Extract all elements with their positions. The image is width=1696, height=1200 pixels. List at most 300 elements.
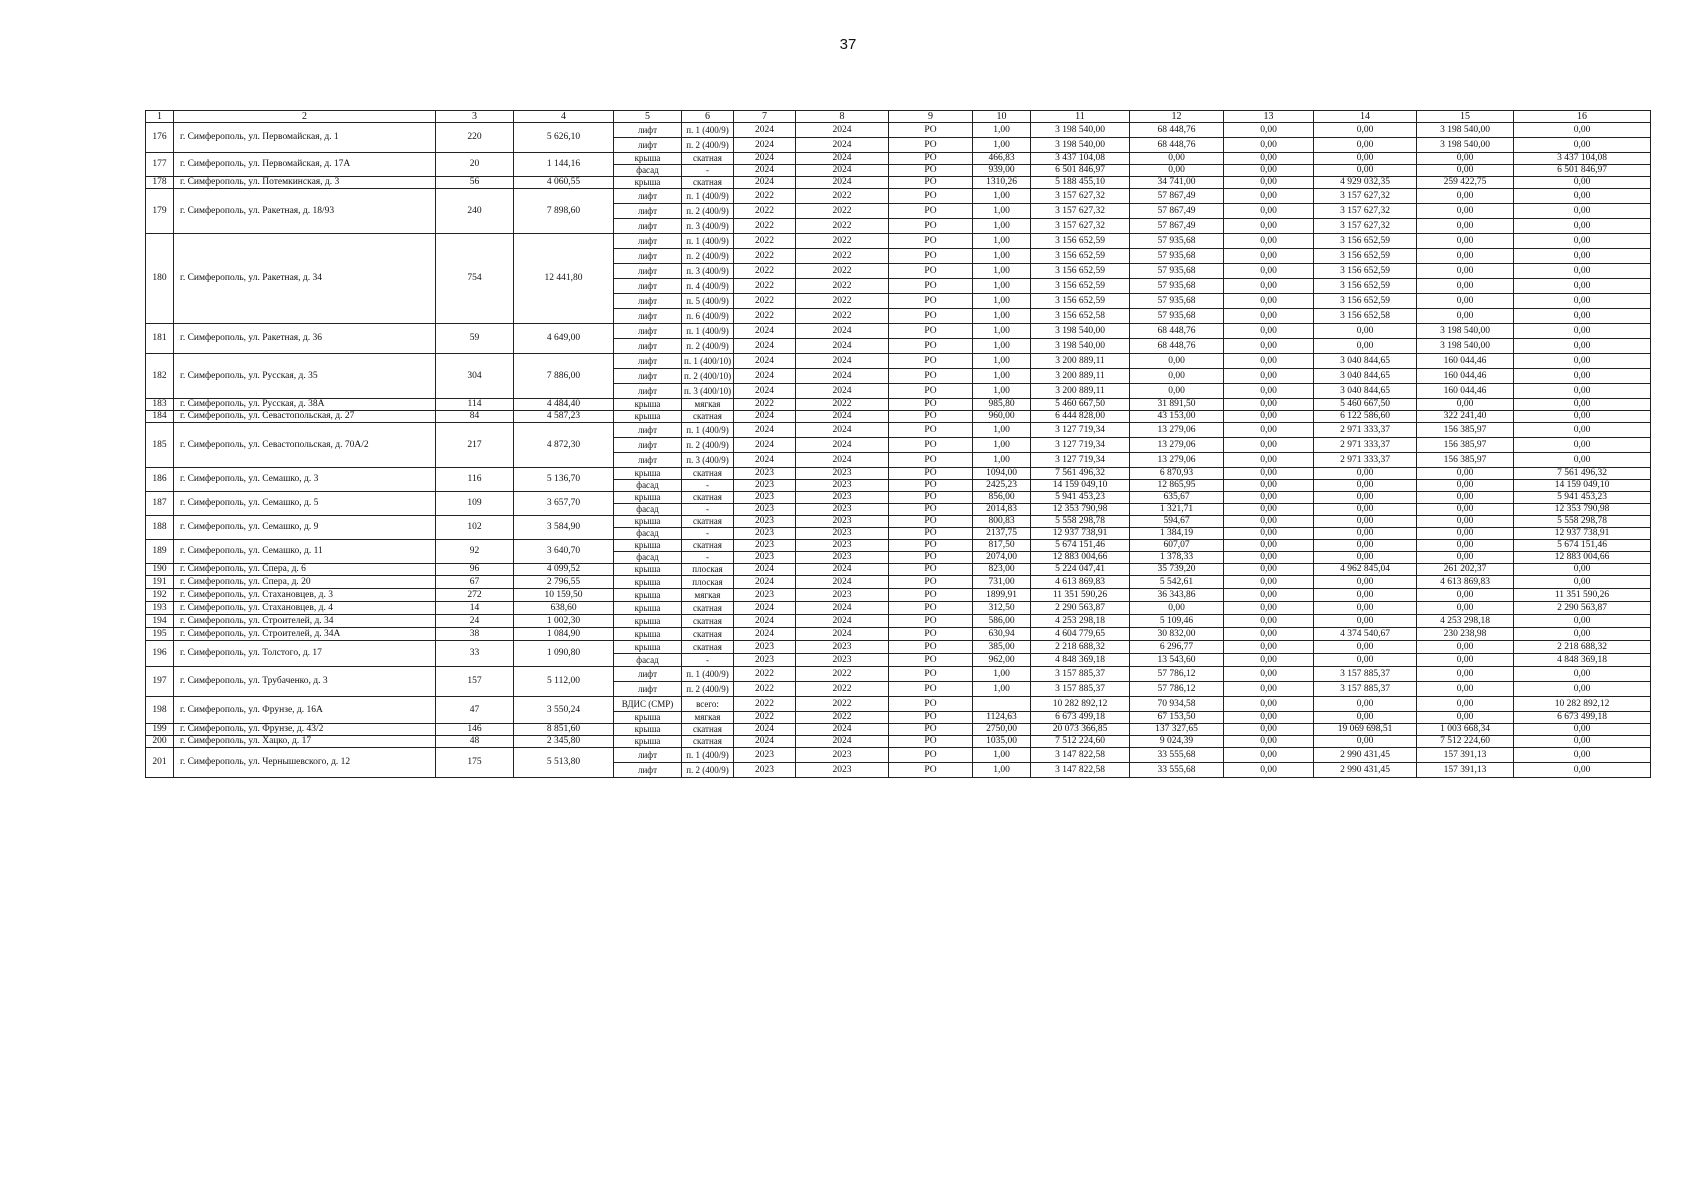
cell-col-13: 0,00 xyxy=(1224,602,1314,615)
cell-col-12: 36 343,86 xyxy=(1130,589,1224,602)
cell-col-5: крыша xyxy=(614,540,682,552)
cell-col-16: 0,00 xyxy=(1514,204,1651,219)
cell-col-12: 594,67 xyxy=(1130,516,1224,528)
cell-col-15: 160 044,46 xyxy=(1417,354,1514,369)
cell-col-10: 1,00 xyxy=(973,279,1031,294)
cell-col-12: 57 786,12 xyxy=(1130,682,1224,697)
cell-col-5: крыша xyxy=(614,492,682,504)
cell-col-11: 3 156 652,59 xyxy=(1031,234,1130,249)
cell-col-10: 1,00 xyxy=(973,294,1031,309)
cell-col-11: 3 157 627,32 xyxy=(1031,219,1130,234)
cell-col-15: 0,00 xyxy=(1417,279,1514,294)
cell-col-10: 1,00 xyxy=(973,123,1031,138)
cell-col-10: 1,00 xyxy=(973,309,1031,324)
area-cell: 4 872,30 xyxy=(514,423,614,468)
cell-col-12: 57 786,12 xyxy=(1130,667,1224,682)
address-cell: г. Симферополь, ул. Русская, д. 38А xyxy=(174,399,436,411)
apartments-cell: 56 xyxy=(436,177,514,189)
cell-col-7: 2022 xyxy=(734,189,796,204)
cell-col-5: фасад xyxy=(614,480,682,492)
cell-col-12: 31 891,50 xyxy=(1130,399,1224,411)
area-cell: 3 640,70 xyxy=(514,540,614,564)
cell-col-9: РО xyxy=(889,628,973,641)
cell-col-16: 0,00 xyxy=(1514,453,1651,468)
cell-col-14: 0,00 xyxy=(1314,339,1417,354)
cell-col-8: 2024 xyxy=(796,724,889,736)
cell-col-15: 230 238,98 xyxy=(1417,628,1514,641)
cell-col-8: 2023 xyxy=(796,528,889,540)
cell-col-5: лифт xyxy=(614,249,682,264)
apartments-cell: 96 xyxy=(436,564,514,576)
area-cell: 1 090,80 xyxy=(514,641,614,667)
cell-col-15: 157 391,13 xyxy=(1417,748,1514,763)
cell-col-13: 0,00 xyxy=(1224,138,1314,153)
cell-col-7: 2024 xyxy=(734,165,796,177)
cell-col-5: лифт xyxy=(614,264,682,279)
cell-col-10: 960,00 xyxy=(973,411,1031,423)
cell-col-13: 0,00 xyxy=(1224,480,1314,492)
cell-col-5: лифт xyxy=(614,138,682,153)
cell-col-15: 0,00 xyxy=(1417,492,1514,504)
area-cell: 5 112,00 xyxy=(514,667,614,697)
cell-col-9: РО xyxy=(889,189,973,204)
cell-col-11: 3 157 627,32 xyxy=(1031,189,1130,204)
cell-col-13: 0,00 xyxy=(1224,682,1314,697)
table-row xyxy=(146,667,1651,682)
cell-col-8: 2024 xyxy=(796,628,889,641)
cell-col-7: 2024 xyxy=(734,724,796,736)
row-number-cell: 181 xyxy=(146,324,174,354)
cell-col-7: 2023 xyxy=(734,641,796,654)
cell-col-13: 0,00 xyxy=(1224,249,1314,264)
cell-col-7: 2024 xyxy=(734,453,796,468)
cell-col-14: 19 069 698,51 xyxy=(1314,724,1417,736)
column-header-5: 5 xyxy=(614,111,682,123)
cell-col-10: 1,00 xyxy=(973,438,1031,453)
cell-col-16: 0,00 xyxy=(1514,189,1651,204)
cell-col-6: п. 3 (400/9) xyxy=(682,453,734,468)
row-number-cell: 183 xyxy=(146,399,174,411)
apartments-cell: 14 xyxy=(436,602,514,615)
cell-col-15: 0,00 xyxy=(1417,712,1514,724)
cell-col-15: 0,00 xyxy=(1417,153,1514,165)
cell-col-6: скатная xyxy=(682,540,734,552)
cell-col-8: 2024 xyxy=(796,339,889,354)
cell-col-5: лифт xyxy=(614,369,682,384)
cell-col-14: 0,00 xyxy=(1314,138,1417,153)
cell-col-16: 0,00 xyxy=(1514,294,1651,309)
cell-col-12: 57 935,68 xyxy=(1130,279,1224,294)
cell-col-11: 3 127 719,34 xyxy=(1031,423,1130,438)
cell-col-6: п. 3 (400/9) xyxy=(682,264,734,279)
table-header xyxy=(146,111,1651,123)
cell-col-15: 3 198 540,00 xyxy=(1417,138,1514,153)
cell-col-13: 0,00 xyxy=(1224,552,1314,564)
cell-col-10: 1,00 xyxy=(973,249,1031,264)
cell-col-16: 0,00 xyxy=(1514,339,1651,354)
cell-col-11: 3 156 652,58 xyxy=(1031,309,1130,324)
apartments-cell: 240 xyxy=(436,189,514,234)
cell-col-15: 0,00 xyxy=(1417,309,1514,324)
cell-col-14: 3 157 627,32 xyxy=(1314,189,1417,204)
cell-col-12: 57 867,49 xyxy=(1130,219,1224,234)
cell-col-8: 2022 xyxy=(796,309,889,324)
cell-col-6: п. 1 (400/9) xyxy=(682,748,734,763)
cell-col-12: 1 321,71 xyxy=(1130,504,1224,516)
row-number-cell: 201 xyxy=(146,748,174,778)
cell-col-15: 0,00 xyxy=(1417,165,1514,177)
cell-col-7: 2024 xyxy=(734,423,796,438)
cell-col-13: 0,00 xyxy=(1224,384,1314,399)
apartments-cell: 116 xyxy=(436,468,514,492)
cell-col-7: 2022 xyxy=(734,234,796,249)
cell-col-5: крыша xyxy=(614,724,682,736)
address-cell: г. Симферополь, ул. Ракетная, д. 18/93 xyxy=(174,189,436,234)
cell-col-16: 0,00 xyxy=(1514,249,1651,264)
cell-col-15: 0,00 xyxy=(1417,552,1514,564)
cell-col-10: 1,00 xyxy=(973,339,1031,354)
table-row xyxy=(146,177,1651,189)
cell-col-11: 12 353 790,98 xyxy=(1031,504,1130,516)
cell-col-16: 0,00 xyxy=(1514,724,1651,736)
cell-col-15: 0,00 xyxy=(1417,641,1514,654)
cell-col-12: 6 296,77 xyxy=(1130,641,1224,654)
cell-col-14: 3 156 652,59 xyxy=(1314,249,1417,264)
cell-col-15: 0,00 xyxy=(1417,602,1514,615)
cell-col-6: - xyxy=(682,552,734,564)
cell-col-5: лифт xyxy=(614,384,682,399)
cell-col-14: 3 156 652,58 xyxy=(1314,309,1417,324)
cell-col-10 xyxy=(973,697,1031,712)
cell-col-10: 1,00 xyxy=(973,264,1031,279)
table-row xyxy=(146,615,1651,628)
cell-col-11: 3 437 104,08 xyxy=(1031,153,1130,165)
cell-col-12: 68 448,76 xyxy=(1130,339,1224,354)
cell-col-7: 2024 xyxy=(734,411,796,423)
cell-col-6: п. 3 (400/10) xyxy=(682,384,734,399)
cell-col-9: РО xyxy=(889,528,973,540)
cell-col-8: 2022 xyxy=(796,189,889,204)
table-row xyxy=(146,411,1651,423)
apartments-cell: 24 xyxy=(436,615,514,628)
cell-col-8: 2024 xyxy=(796,369,889,384)
cell-col-10: 385,00 xyxy=(973,641,1031,654)
table-row xyxy=(146,736,1651,748)
apartments-cell: 157 xyxy=(436,667,514,697)
cell-col-11: 3 127 719,34 xyxy=(1031,438,1130,453)
column-header-11: 11 xyxy=(1031,111,1130,123)
cell-col-7: 2022 xyxy=(734,204,796,219)
cell-col-13: 0,00 xyxy=(1224,153,1314,165)
cell-col-15: 0,00 xyxy=(1417,682,1514,697)
cell-col-5: фасад xyxy=(614,654,682,667)
address-cell: г. Симферополь, ул. Севастопольская, д. 70А/2 xyxy=(174,423,436,468)
cell-col-15: 0,00 xyxy=(1417,204,1514,219)
cell-col-12: 57 935,68 xyxy=(1130,264,1224,279)
cell-col-5: лифт xyxy=(614,339,682,354)
area-cell: 2 345,80 xyxy=(514,736,614,748)
cell-col-16: 0,00 xyxy=(1514,234,1651,249)
cell-col-7: 2024 xyxy=(734,138,796,153)
row-number-cell: 195 xyxy=(146,628,174,641)
cell-col-5: лифт xyxy=(614,423,682,438)
cell-col-9: РО xyxy=(889,123,973,138)
cell-col-8: 2024 xyxy=(796,564,889,576)
cell-col-13: 0,00 xyxy=(1224,189,1314,204)
cell-col-16: 12 937 738,91 xyxy=(1514,528,1651,540)
cell-col-11: 3 157 627,32 xyxy=(1031,204,1130,219)
cell-col-16: 0,00 xyxy=(1514,667,1651,682)
cell-col-14: 2 971 333,37 xyxy=(1314,423,1417,438)
cell-col-13: 0,00 xyxy=(1224,324,1314,339)
cell-col-8: 2024 xyxy=(796,411,889,423)
cell-col-8: 2023 xyxy=(796,540,889,552)
cell-col-6: - xyxy=(682,528,734,540)
cell-col-6: мягкая xyxy=(682,589,734,602)
cell-col-5: лифт xyxy=(614,682,682,697)
cell-col-9: РО xyxy=(889,492,973,504)
cell-col-16: 0,00 xyxy=(1514,399,1651,411)
cell-col-15: 3 198 540,00 xyxy=(1417,324,1514,339)
cell-col-10: 1,00 xyxy=(973,324,1031,339)
cell-col-13: 0,00 xyxy=(1224,736,1314,748)
cell-col-9: РО xyxy=(889,324,973,339)
apartments-cell: 47 xyxy=(436,697,514,724)
cell-col-6: п. 1 (400/9) xyxy=(682,667,734,682)
cell-col-13: 0,00 xyxy=(1224,540,1314,552)
cell-col-7: 2023 xyxy=(734,492,796,504)
cell-col-7: 2024 xyxy=(734,602,796,615)
cell-col-7: 2022 xyxy=(734,399,796,411)
address-cell: г. Симферополь, ул. Хацко, д. 17 xyxy=(174,736,436,748)
apartments-cell: 114 xyxy=(436,399,514,411)
cell-col-9: РО xyxy=(889,234,973,249)
cell-col-13: 0,00 xyxy=(1224,504,1314,516)
cell-col-6: всего: xyxy=(682,697,734,712)
cell-col-16: 0,00 xyxy=(1514,354,1651,369)
cell-col-8: 2024 xyxy=(796,384,889,399)
cell-col-5: крыша xyxy=(614,399,682,411)
cell-col-14: 0,00 xyxy=(1314,540,1417,552)
apartments-cell: 84 xyxy=(436,411,514,423)
row-number-cell: 198 xyxy=(146,697,174,724)
table-row xyxy=(146,492,1651,504)
cell-col-11: 3 147 822,58 xyxy=(1031,763,1130,778)
cell-col-8: 2022 xyxy=(796,712,889,724)
cell-col-8: 2024 xyxy=(796,602,889,615)
cell-col-11: 4 613 869,83 xyxy=(1031,576,1130,589)
cell-col-12: 57 935,68 xyxy=(1130,234,1224,249)
cell-col-13: 0,00 xyxy=(1224,294,1314,309)
cell-col-12: 30 832,00 xyxy=(1130,628,1224,641)
cell-col-7: 2024 xyxy=(734,628,796,641)
cell-col-15: 1 003 668,34 xyxy=(1417,724,1514,736)
cell-col-6: скатная xyxy=(682,615,734,628)
cell-col-9: РО xyxy=(889,339,973,354)
cell-col-8: 2023 xyxy=(796,468,889,480)
cell-col-14: 3 040 844,65 xyxy=(1314,354,1417,369)
table-row xyxy=(146,697,1651,712)
column-header-16: 16 xyxy=(1514,111,1651,123)
cell-col-7: 2022 xyxy=(734,219,796,234)
cell-col-14: 0,00 xyxy=(1314,516,1417,528)
cell-col-16: 0,00 xyxy=(1514,138,1651,153)
cell-col-14: 0,00 xyxy=(1314,589,1417,602)
cell-col-8: 2024 xyxy=(796,165,889,177)
cell-col-6: скатная xyxy=(682,602,734,615)
cell-col-13: 0,00 xyxy=(1224,654,1314,667)
table-row xyxy=(146,123,1651,138)
cell-col-9: РО xyxy=(889,384,973,399)
area-cell: 4 099,52 xyxy=(514,564,614,576)
cell-col-10: 2137,75 xyxy=(973,528,1031,540)
cell-col-11: 5 188 455,10 xyxy=(1031,177,1130,189)
cell-col-7: 2024 xyxy=(734,564,796,576)
cell-col-6: п. 5 (400/9) xyxy=(682,294,734,309)
row-number-cell: 185 xyxy=(146,423,174,468)
cell-col-15: 160 044,46 xyxy=(1417,384,1514,399)
cell-col-10: 2074,00 xyxy=(973,552,1031,564)
cell-col-5: лифт xyxy=(614,354,682,369)
cell-col-11: 3 200 889,11 xyxy=(1031,384,1130,399)
address-cell: г. Симферополь, ул. Семашко, д. 5 xyxy=(174,492,436,516)
cell-col-6: п. 2 (400/9) xyxy=(682,763,734,778)
cell-col-14: 3 156 652,59 xyxy=(1314,294,1417,309)
cell-col-6: плоская xyxy=(682,564,734,576)
cell-col-15: 0,00 xyxy=(1417,480,1514,492)
table-row xyxy=(146,153,1651,165)
cell-col-16: 0,00 xyxy=(1514,123,1651,138)
cell-col-10: 2425,23 xyxy=(973,480,1031,492)
cell-col-6: скатная xyxy=(682,641,734,654)
cell-col-11: 6 501 846,97 xyxy=(1031,165,1130,177)
cell-col-5: крыша xyxy=(614,516,682,528)
cell-col-11: 7 512 224,60 xyxy=(1031,736,1130,748)
cell-col-15: 156 385,97 xyxy=(1417,438,1514,453)
cell-col-12: 607,07 xyxy=(1130,540,1224,552)
address-cell: г. Симферополь, ул. Ракетная, д. 36 xyxy=(174,324,436,354)
cell-col-14: 0,00 xyxy=(1314,480,1417,492)
table-row xyxy=(146,540,1651,552)
address-cell: г. Симферополь, ул. Потемкинская, д. 3 xyxy=(174,177,436,189)
cell-col-6: п. 1 (400/9) xyxy=(682,234,734,249)
cell-col-11: 3 156 652,59 xyxy=(1031,294,1130,309)
cell-col-7: 2024 xyxy=(734,736,796,748)
cell-col-12: 57 867,49 xyxy=(1130,189,1224,204)
cell-col-5: крыша xyxy=(614,628,682,641)
cell-col-12: 13 279,06 xyxy=(1130,438,1224,453)
page-number: 37 xyxy=(839,36,857,53)
table-row xyxy=(146,516,1651,528)
cell-col-6: скатная xyxy=(682,411,734,423)
cell-col-8: 2022 xyxy=(796,204,889,219)
cell-col-5: лифт xyxy=(614,294,682,309)
cell-col-11: 3 157 885,37 xyxy=(1031,667,1130,682)
cell-col-5: фасад xyxy=(614,165,682,177)
cell-col-8: 2022 xyxy=(796,682,889,697)
cell-col-10: 2750,00 xyxy=(973,724,1031,736)
cell-col-11: 3 157 885,37 xyxy=(1031,682,1130,697)
table-row xyxy=(146,399,1651,411)
cell-col-14: 2 971 333,37 xyxy=(1314,453,1417,468)
cell-col-16: 5 558 298,78 xyxy=(1514,516,1651,528)
cell-col-8: 2023 xyxy=(796,504,889,516)
cell-col-16: 0,00 xyxy=(1514,324,1651,339)
cell-col-16: 0,00 xyxy=(1514,438,1651,453)
cell-col-9: РО xyxy=(889,552,973,564)
address-cell: г. Симферополь, ул. Спера, д. 20 xyxy=(174,576,436,589)
area-cell: 10 159,50 xyxy=(514,589,614,602)
table-row xyxy=(146,324,1651,339)
cell-col-6: - xyxy=(682,504,734,516)
cell-col-6: скатная xyxy=(682,492,734,504)
area-cell: 7 898,60 xyxy=(514,189,614,234)
cell-col-5: лифт xyxy=(614,324,682,339)
cell-col-12: 12 865,95 xyxy=(1130,480,1224,492)
cell-col-14: 0,00 xyxy=(1314,654,1417,667)
cell-col-11: 3 127 719,34 xyxy=(1031,453,1130,468)
cell-col-6: п. 2 (400/9) xyxy=(682,138,734,153)
cell-col-6: п. 3 (400/9) xyxy=(682,219,734,234)
cell-col-10: 985,80 xyxy=(973,399,1031,411)
cell-col-6: п. 4 (400/9) xyxy=(682,279,734,294)
cell-col-13: 0,00 xyxy=(1224,576,1314,589)
column-header-14: 14 xyxy=(1314,111,1417,123)
cell-col-6: п. 2 (400/9) xyxy=(682,339,734,354)
row-number-cell: 176 xyxy=(146,123,174,153)
cell-col-13: 0,00 xyxy=(1224,712,1314,724)
address-cell: г. Симферополь, ул. Севастопольская, д. 27 xyxy=(174,411,436,423)
cell-col-9: РО xyxy=(889,615,973,628)
cell-col-12: 13 543,60 xyxy=(1130,654,1224,667)
cell-col-13: 0,00 xyxy=(1224,234,1314,249)
cell-col-6: скатная xyxy=(682,724,734,736)
row-number-cell: 182 xyxy=(146,354,174,399)
cell-col-9: РО xyxy=(889,204,973,219)
cell-col-7: 2022 xyxy=(734,294,796,309)
cell-col-13: 0,00 xyxy=(1224,219,1314,234)
cell-col-16: 0,00 xyxy=(1514,219,1651,234)
cell-col-9: РО xyxy=(889,354,973,369)
cell-col-7: 2022 xyxy=(734,697,796,712)
cell-col-11: 3 156 652,59 xyxy=(1031,279,1130,294)
cell-col-14: 0,00 xyxy=(1314,736,1417,748)
cell-col-12: 13 279,06 xyxy=(1130,423,1224,438)
cell-col-14: 0,00 xyxy=(1314,468,1417,480)
cell-col-14: 0,00 xyxy=(1314,615,1417,628)
cell-col-16: 2 218 688,32 xyxy=(1514,641,1651,654)
cell-col-12: 0,00 xyxy=(1130,165,1224,177)
cell-col-12: 57 935,68 xyxy=(1130,249,1224,264)
cell-col-7: 2022 xyxy=(734,249,796,264)
row-number-cell: 191 xyxy=(146,576,174,589)
cell-col-7: 2024 xyxy=(734,438,796,453)
cell-col-14: 0,00 xyxy=(1314,324,1417,339)
cell-col-7: 2023 xyxy=(734,504,796,516)
cell-col-8: 2022 xyxy=(796,264,889,279)
cell-col-9: РО xyxy=(889,138,973,153)
cell-col-16: 0,00 xyxy=(1514,411,1651,423)
cell-col-13: 0,00 xyxy=(1224,468,1314,480)
cell-col-5: крыша xyxy=(614,615,682,628)
cell-col-6: п. 6 (400/9) xyxy=(682,309,734,324)
cell-col-7: 2023 xyxy=(734,540,796,552)
cell-col-7: 2024 xyxy=(734,153,796,165)
cell-col-7: 2023 xyxy=(734,748,796,763)
cell-col-11: 6 444 828,00 xyxy=(1031,411,1130,423)
column-header-4: 4 xyxy=(514,111,614,123)
table-row xyxy=(146,724,1651,736)
